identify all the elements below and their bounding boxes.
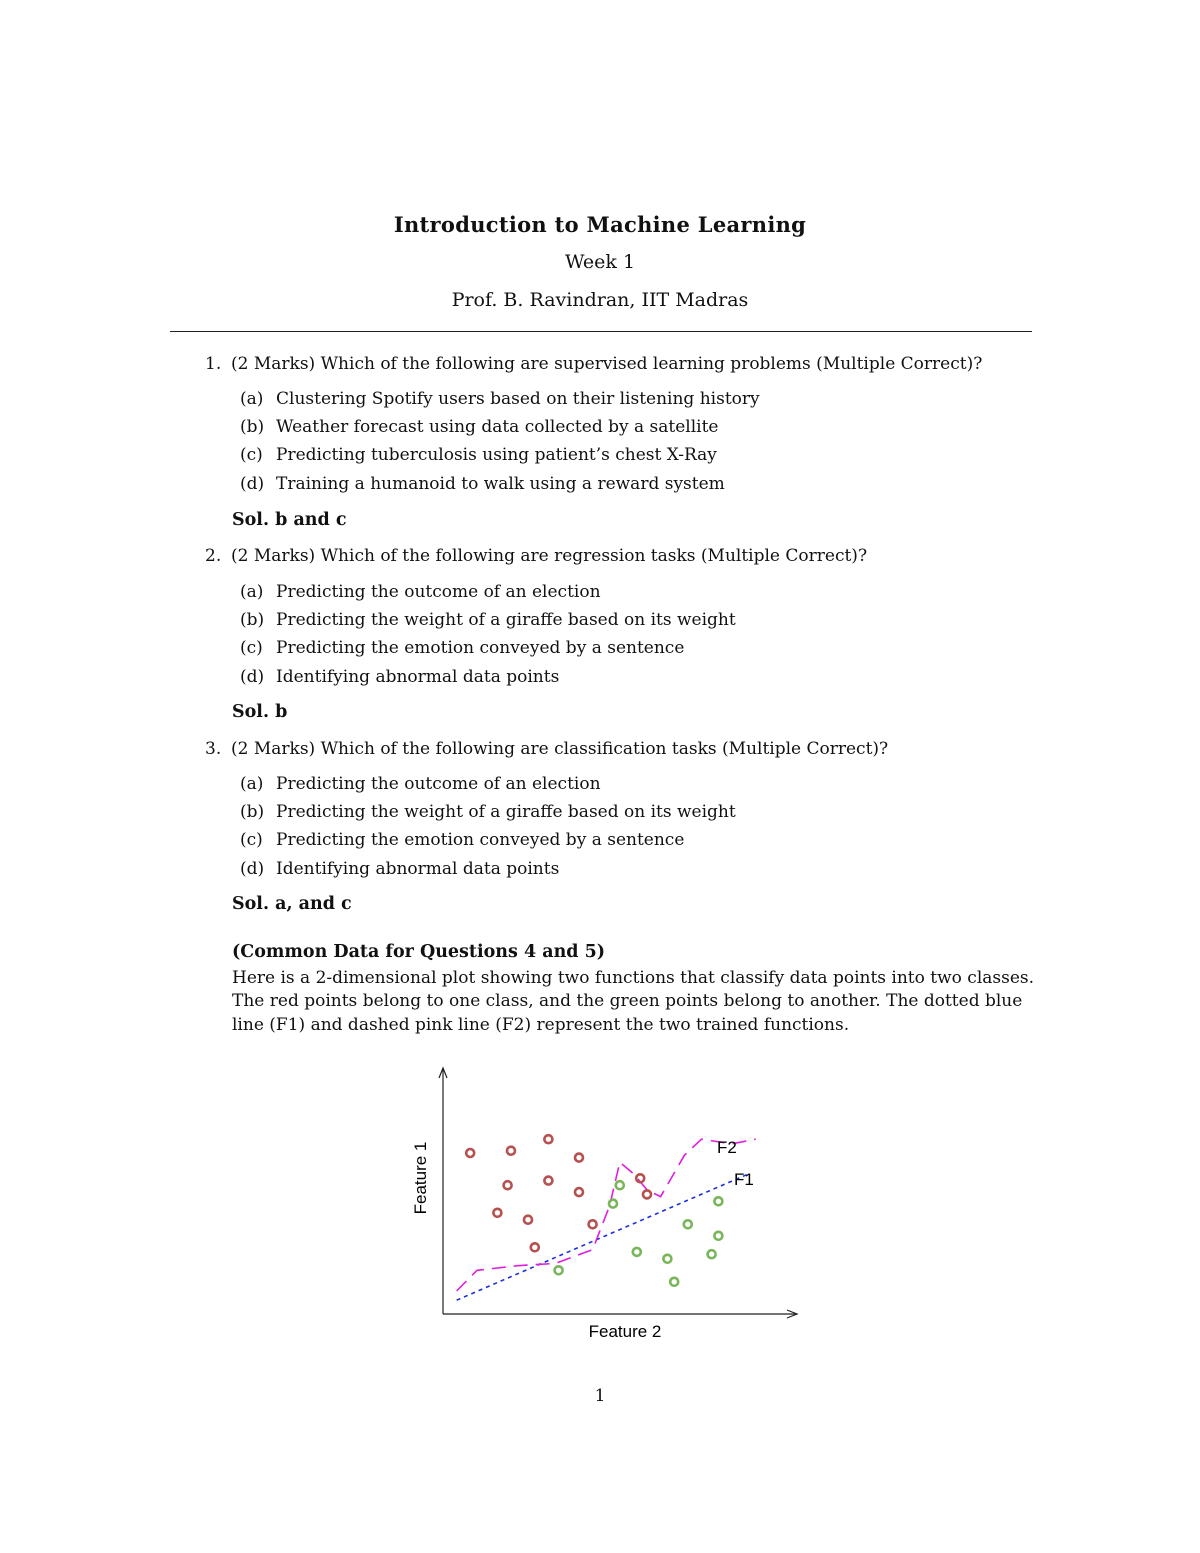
document-title: Introduction to Machine Learning <box>393 212 807 237</box>
green-class-point <box>555 1266 563 1274</box>
common-data-line: The red points belong to one class, and the green points belong to another. The dotted blue <box>232 991 1023 1011</box>
common-data-line: Here is a 2-dimensional plot showing two functions that classify data points into two classes. <box>232 968 1035 988</box>
green-class-point <box>714 1232 722 1240</box>
red-class-point <box>575 1188 583 1196</box>
option-text: Predicting the outcome of an election <box>276 582 601 602</box>
red-class-point <box>589 1220 597 1228</box>
option-label: (c) <box>240 445 263 465</box>
green-class-point <box>684 1220 692 1228</box>
x-axis-label: Feature 2 <box>588 1322 662 1341</box>
classification-plot <box>400 1060 810 1350</box>
option-label: (b) <box>240 417 265 437</box>
option-label: (a) <box>240 774 264 794</box>
option-label: (b) <box>240 802 265 822</box>
option-text: Weather forecast using data collected by a satellite <box>276 417 719 437</box>
green-class-point <box>633 1248 641 1256</box>
red-class-point <box>636 1174 644 1182</box>
green-class-point <box>616 1181 624 1189</box>
green-class-point <box>663 1255 671 1263</box>
red-class-point <box>575 1154 583 1162</box>
header-rule <box>170 331 1032 332</box>
option-text: Predicting the emotion conveyed by a sentence <box>276 638 685 658</box>
option-label: (d) <box>240 859 265 879</box>
red-class-point <box>466 1149 474 1157</box>
option-text: Identifying abnormal data points <box>276 859 560 879</box>
option-text: Predicting the weight of a giraffe based on its weight <box>276 610 736 630</box>
option-text: Predicting the outcome of an election <box>276 774 601 794</box>
week-label: Week 1 <box>564 251 636 273</box>
red-class-point <box>544 1135 552 1143</box>
common-data-line: line (F1) and dashed pink line (F2) represent the two trained functions. <box>232 1015 850 1035</box>
option-label: (d) <box>240 474 265 494</box>
option-label: (a) <box>240 582 264 602</box>
plot-axes <box>439 1068 797 1318</box>
page-number: 1 <box>594 1386 606 1406</box>
solution-text: Sol. a, and c <box>232 894 352 914</box>
green-class-point <box>714 1197 722 1205</box>
red-class-point <box>643 1190 651 1198</box>
red-class-point <box>544 1177 552 1185</box>
option-text: Training a humanoid to walk using a reward system <box>276 474 725 494</box>
red-class-point <box>531 1243 539 1251</box>
red-class-point <box>493 1209 501 1217</box>
red-class-point <box>504 1181 512 1189</box>
solution-text: Sol. b <box>232 702 288 722</box>
option-label: (d) <box>240 667 265 687</box>
option-text: Predicting tuberculosis using patient’s chest X-Ray <box>276 445 717 465</box>
plot-points <box>466 1135 722 1286</box>
f1-annotation: F1 <box>734 1170 754 1189</box>
solution-text: Sol. b and c <box>232 510 347 530</box>
common-data-heading: (Common Data for Questions 4 and 5) <box>232 942 606 962</box>
option-text: Predicting the emotion conveyed by a sentence <box>276 830 685 850</box>
green-class-point <box>609 1200 617 1208</box>
question-text: (2 Marks) Which of the following are regression tasks (Multiple Correct)? <box>231 546 868 566</box>
question-text: (2 Marks) Which of the following are supervised learning problems (Multiple Correct)? <box>231 354 983 374</box>
plot-lines <box>457 1139 756 1300</box>
question-number: 1. <box>205 354 222 374</box>
author-line: Prof. B. Ravindran, IIT Madras <box>451 289 749 311</box>
option-text: Predicting the weight of a giraffe based on its weight <box>276 802 736 822</box>
question-number: 2. <box>205 546 222 566</box>
option-text: Clustering Spotify users based on their listening history <box>276 389 760 409</box>
f2-annotation: F2 <box>717 1138 737 1157</box>
y-axis-label: Feature 1 <box>411 1141 430 1215</box>
option-label: (a) <box>240 389 264 409</box>
green-class-point <box>670 1278 678 1286</box>
option-label: (c) <box>240 830 263 850</box>
question-number: 3. <box>205 739 222 759</box>
green-class-point <box>708 1250 716 1258</box>
option-label: (b) <box>240 610 265 630</box>
option-text: Identifying abnormal data points <box>276 667 560 687</box>
question-text: (2 Marks) Which of the following are classification tasks (Multiple Correct)? <box>231 739 889 759</box>
option-label: (c) <box>240 638 263 658</box>
red-class-point <box>507 1147 515 1155</box>
decision-line-f1 <box>457 1174 749 1301</box>
red-class-point <box>524 1216 532 1224</box>
